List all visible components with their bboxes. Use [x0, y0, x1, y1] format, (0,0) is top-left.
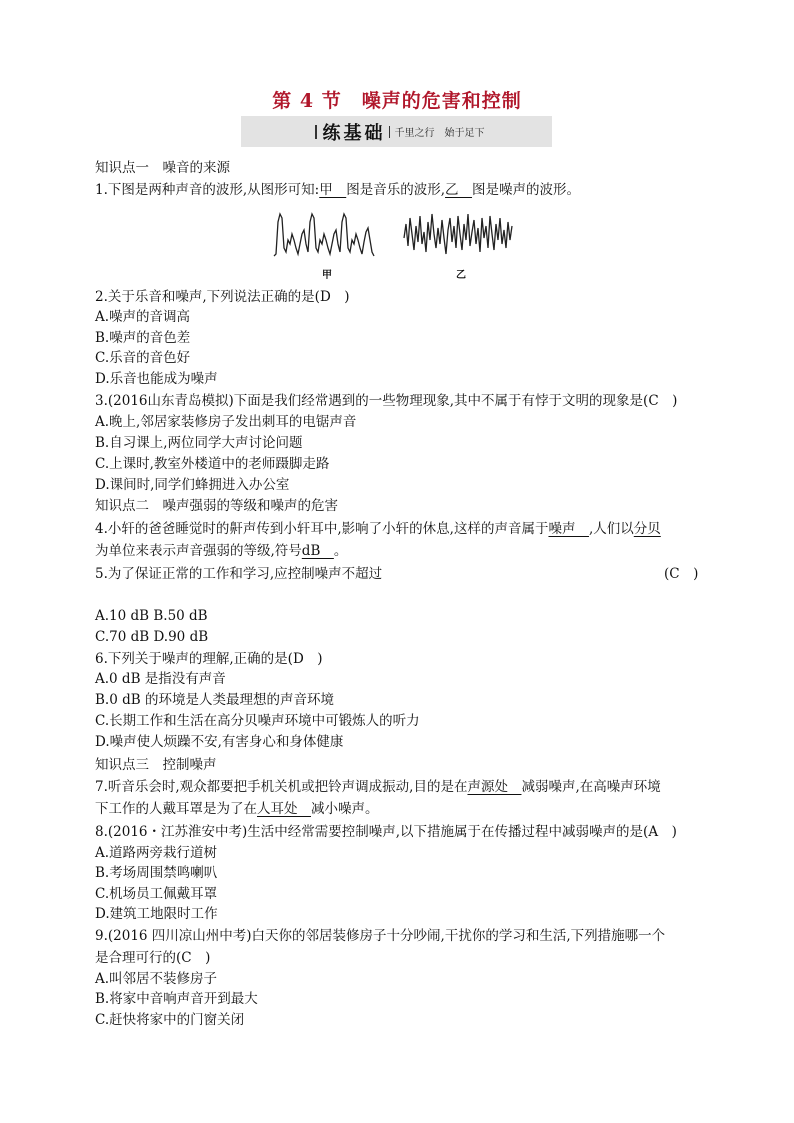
q2-option-b: B.噪声的音色差: [95, 330, 191, 346]
banner-main-text: 练基础: [322, 122, 386, 144]
q3-option-c: C.上课时,教室外楼道中的老师蹑脚走路: [95, 456, 330, 472]
q6-option-c: C.长期工作和生活在高分贝噪声环境中可锻炼人的听力: [95, 713, 420, 729]
q4-answer-1: 噪声: [548, 521, 589, 537]
q4-prefix: 4.小轩的爸爸睡觉时的鼾声传到小轩耳中,影响了小轩的休息,这样的声音属于: [95, 521, 549, 537]
q2-option-d: D.乐音也能成为噪声: [95, 371, 218, 387]
q9-stem-line2: 是合理可行的(C ): [95, 950, 211, 966]
waveform-noise: [400, 204, 520, 264]
q8-stem: 8.(2016・江苏淮安中考)生活中经常需要控制噪声,以下措施属于在传播过程中减弱噪声的是(A ): [95, 824, 677, 840]
q3-stem: 3.(2016山东青岛模拟)下面是我们经常遇到的一些物理现象,其中不属于有悖于文明的现象是(C ): [95, 393, 678, 409]
q4-answer-2: 分贝: [633, 521, 661, 537]
banner-sub-text: 千里之行 始于足下: [394, 128, 485, 139]
waveform-music: [270, 204, 384, 264]
q1-prefix: 1.下图是两种声音的波形,从图形可知:: [95, 182, 320, 198]
waveform-label-left: 甲: [322, 270, 332, 281]
q3-option-b: B.自习课上,两位同学大声讨论问题: [95, 435, 303, 451]
q5-stem: 5.为了保证正常的工作和学习,应控制噪声不超过: [95, 566, 383, 582]
banner-bar-left: [315, 125, 317, 139]
q1: [95, 181, 580, 199]
q1-mid: 图是音乐的波形,: [346, 182, 446, 198]
q8-option-d: D.建筑工地限时工作: [95, 906, 218, 922]
q9-option-c: C.赶快将家中的门窗关闭: [95, 1012, 245, 1028]
q7-line1: [95, 778, 661, 796]
q4-line2: [95, 542, 347, 560]
q7-answer-2: 人耳处: [257, 801, 311, 817]
q1-answer-1: 甲: [319, 182, 347, 198]
q2-stem: 2.关于乐音和噪声,下列说法正确的是(D ): [95, 289, 350, 305]
q7-line2-prefix: 下工作的人戴耳罩是为了在: [95, 801, 257, 817]
q2-option-c: C.乐音的音色好: [95, 350, 191, 366]
q8-option-a: A.道路两旁栽行道树: [95, 845, 218, 861]
q2-option-a: A.噪声的音调高: [95, 309, 191, 325]
q4-line1: [95, 520, 661, 538]
q5-options-1: A.10 dB B.50 dB: [95, 608, 208, 624]
q6-option-b: B.0 dB 的环境是人类最理想的声音环境: [95, 692, 334, 708]
q1-answer-2: 乙: [445, 182, 473, 198]
section-banner: [241, 116, 552, 147]
q7-answer-1: 声源处: [467, 779, 522, 795]
q3-option-d: D.课间时,同学们蜂拥进入办公室: [95, 477, 290, 493]
section2-heading: 知识点二 噪声强弱的等级和噪声的危害: [95, 498, 338, 514]
q8-option-c: C.机场员工佩戴耳罩: [95, 886, 218, 902]
q4-answer-3: dB: [301, 543, 334, 559]
q6-option-d: D.噪声使人烦躁不安,有害身心和身体健康: [95, 734, 344, 750]
q9-option-b: B.将家中音响声音开到最大: [95, 991, 258, 1007]
q4-mid: ,人们以: [588, 521, 634, 537]
q7-line2: [95, 800, 379, 818]
q1-suffix: 图是噪声的波形。: [472, 182, 581, 198]
q6-stem: 6.下列关于噪声的理解,正确的是(D ): [95, 651, 323, 667]
q3-option-a: A.晚上,邻居家装修房子发出刺耳的电锯声音: [95, 414, 357, 430]
section1-heading: 知识点一 噪音的来源: [95, 160, 230, 176]
q9-stem-line1: 9.(2016 四川凉山州中考)白天你的邻居装修房子十分吵闹,干扰你的学习和生活,下列措施哪一个: [95, 928, 666, 944]
q9-option-a: A.叫邻居不装修房子: [95, 971, 218, 987]
q4-line2-suffix: 。: [333, 543, 348, 559]
q8-option-b: B.考场周围禁鸣喇叭: [95, 865, 218, 881]
q4-line2-prefix: 为单位来表示声音强弱的等级,符号: [95, 543, 302, 559]
q5-options-2: C.70 dB D.90 dB: [95, 629, 209, 645]
q6-option-a: A.0 dB 是指没有声音: [95, 671, 226, 687]
waveform-label-right: 乙: [456, 270, 466, 281]
banner-bar-right: [389, 126, 390, 138]
q7-suffix: 减弱噪声,在高噪声环境: [521, 779, 661, 795]
q7-line2-suffix: 减小噪声。: [311, 801, 379, 817]
q7-prefix: 7.听音乐会时,观众都要把手机关机或把铃声调成振动,目的是在: [95, 779, 468, 795]
q5-answer: (C ): [664, 566, 699, 582]
section3-heading: 知识点三 控制噪声: [95, 757, 217, 773]
page-title: 第 4 节 噪声的危害和控制: [272, 90, 522, 112]
